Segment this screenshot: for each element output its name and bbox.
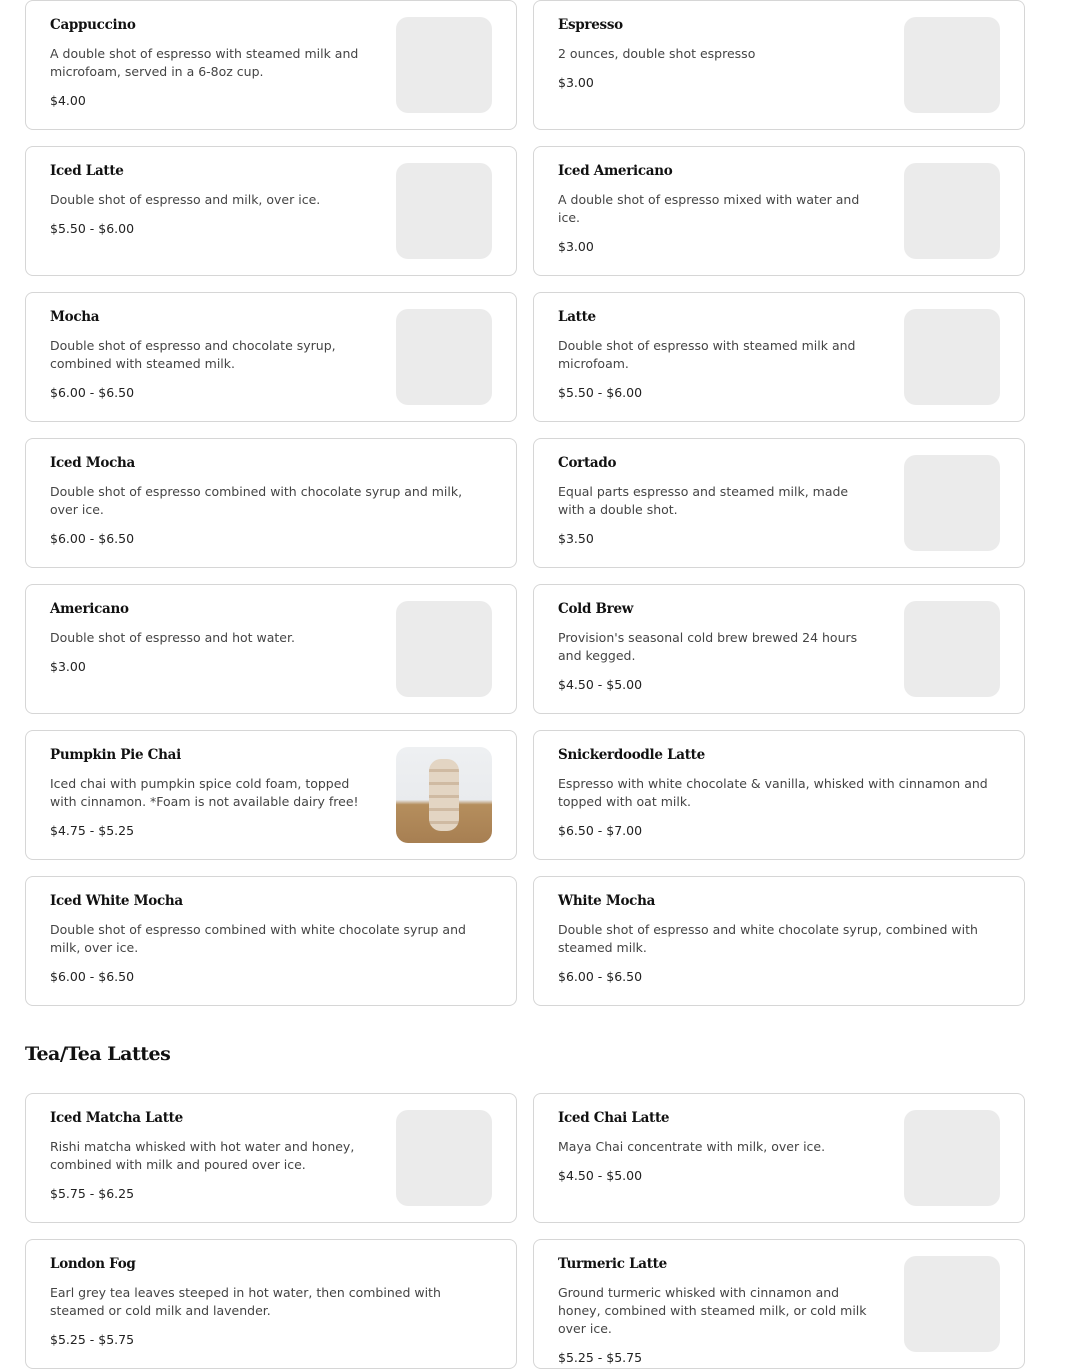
menu-item-price: $5.25 - $5.75 (50, 1332, 135, 1347)
menu-item-price: $4.50 - $5.00 (558, 677, 643, 692)
menu-item-name: Latte (558, 309, 596, 325)
menu-item-description: Earl grey tea leaves steeped in hot water, then combined with steamed or cold milk and lavender. (50, 1285, 441, 1318)
menu-item-description: Maya Chai concentrate with milk, over ice. (558, 1139, 826, 1154)
menu-item-card[interactable] (533, 1093, 1025, 1223)
image-placeholder (904, 1110, 1000, 1206)
image-placeholder (904, 1256, 1000, 1352)
menu-item-card[interactable] (25, 730, 517, 860)
image-placeholder (904, 163, 1000, 259)
coffee-menu-grid (25, 0, 1025, 1006)
menu-item-name: Americano (50, 601, 129, 617)
menu-item-card[interactable] (25, 584, 517, 714)
image-placeholder (396, 17, 492, 113)
menu-item-card[interactable] (25, 1239, 517, 1369)
menu-item-price: $5.25 - $5.75 (558, 1350, 643, 1365)
menu-item-description: Double shot of espresso and white chocolate syrup, combined with steamed milk. (558, 922, 978, 955)
menu-item-name: Iced Mocha (50, 455, 135, 471)
menu-item-price: $4.75 - $5.25 (50, 823, 135, 838)
menu-item-card[interactable] (25, 1093, 517, 1223)
menu-item-price: $3.50 (558, 531, 594, 546)
menu-item-name: Turmeric Latte (558, 1256, 667, 1272)
menu-item-price: $6.00 - $6.50 (558, 969, 643, 984)
menu-item-card[interactable] (25, 292, 517, 422)
menu-item-description: Iced chai with pumpkin spice cold foam, topped with cinnamon. *Foam is not available dairy free! (50, 776, 359, 809)
menu-item-name: Mocha (50, 309, 100, 325)
menu-item-name: Cappuccino (50, 17, 136, 33)
menu-item-description: A double shot of espresso with steamed milk and microfoam, served in a 6-8oz cup. (50, 46, 359, 79)
menu-item-price: $6.00 - $6.50 (50, 969, 135, 984)
menu-item-description: Double shot of espresso and chocolate syrup, combined with steamed milk. (50, 338, 336, 371)
menu-item-price: $5.50 - $6.00 (558, 385, 643, 400)
menu-item-card[interactable] (533, 146, 1025, 276)
menu-item-description: Rishi matcha whisked with hot water and honey, combined with milk and poured over ice. (50, 1139, 355, 1172)
menu-item-card[interactable] (25, 146, 517, 276)
section-title-tea: Tea/Tea Lattes (25, 1043, 171, 1065)
menu-item-description: Ground turmeric whisked with cinnamon and honey, combined with steamed milk, or cold milk over ice. (558, 1285, 867, 1336)
menu-item-price: $3.00 (50, 659, 86, 674)
menu-item-name: Iced White Mocha (50, 893, 183, 909)
menu-item-description: Equal parts espresso and steamed milk, made with a double shot. (558, 484, 849, 517)
menu-item-description: Espresso with white chocolate & vanilla, whisked with cinnamon and topped with oat milk. (558, 776, 988, 809)
menu-item-card[interactable] (533, 1239, 1025, 1369)
menu-item-name: Espresso (558, 17, 623, 33)
menu-item-card[interactable] (533, 876, 1025, 1006)
menu-item-description: Provision's seasonal cold brew brewed 24 hours and kegged. (558, 630, 858, 663)
menu-item-name: Pumpkin Pie Chai (50, 747, 181, 763)
image-placeholder (904, 17, 1000, 113)
tea-menu-grid (25, 1093, 1025, 1369)
menu-item-name: Iced Chai Latte (558, 1110, 670, 1126)
menu-item-price: $5.50 - $6.00 (50, 221, 135, 236)
menu-item-price: $6.00 - $6.50 (50, 531, 135, 546)
menu-item-card[interactable] (533, 0, 1025, 130)
menu-item-card[interactable] (533, 584, 1025, 714)
menu-item-card[interactable] (533, 292, 1025, 422)
menu-item-photo (396, 747, 492, 843)
menu-item-name: White Mocha (558, 893, 656, 909)
menu-item-card[interactable] (533, 730, 1025, 860)
image-placeholder (396, 601, 492, 697)
menu-item-name: Cold Brew (558, 601, 634, 617)
menu-item-price: $4.00 (50, 93, 86, 108)
image-placeholder (904, 601, 1000, 697)
menu-item-name: Iced Americano (558, 163, 673, 179)
menu-item-description: A double shot of espresso mixed with water and ice. (558, 192, 860, 225)
menu-item-price: $6.50 - $7.00 (558, 823, 643, 838)
menu-item-description: Double shot of espresso combined with chocolate syrup and milk, over ice. (50, 484, 463, 517)
menu-item-name: London Fog (50, 1256, 136, 1272)
menu-item-description: Double shot of espresso combined with white chocolate syrup and milk, over ice. (50, 922, 466, 955)
menu-item-price: $3.00 (558, 239, 594, 254)
menu-item-card[interactable] (25, 876, 517, 1006)
menu-item-card[interactable] (25, 0, 517, 130)
menu-item-name: Iced Matcha Latte (50, 1110, 183, 1126)
image-placeholder (396, 309, 492, 405)
menu-item-description: Double shot of espresso with steamed milk and microfoam. (558, 338, 856, 371)
menu-item-name: Snickerdoodle Latte (558, 747, 705, 763)
menu-item-card[interactable] (533, 438, 1025, 568)
menu-item-description: Double shot of espresso and hot water. (50, 630, 295, 645)
menu-item-card[interactable] (25, 438, 517, 568)
menu-item-price: $5.75 - $6.25 (50, 1186, 135, 1201)
menu-item-description: 2 ounces, double shot espresso (558, 46, 756, 61)
menu-item-price: $6.00 - $6.50 (50, 385, 135, 400)
image-placeholder (396, 163, 492, 259)
image-placeholder (904, 309, 1000, 405)
menu-item-description: Double shot of espresso and milk, over ice. (50, 192, 321, 207)
menu-item-price: $4.50 - $5.00 (558, 1168, 643, 1183)
menu-item-name: Iced Latte (50, 163, 124, 179)
image-placeholder (396, 1110, 492, 1206)
image-placeholder (904, 455, 1000, 551)
menu-item-name: Cortado (558, 455, 617, 471)
menu-item-price: $3.00 (558, 75, 594, 90)
